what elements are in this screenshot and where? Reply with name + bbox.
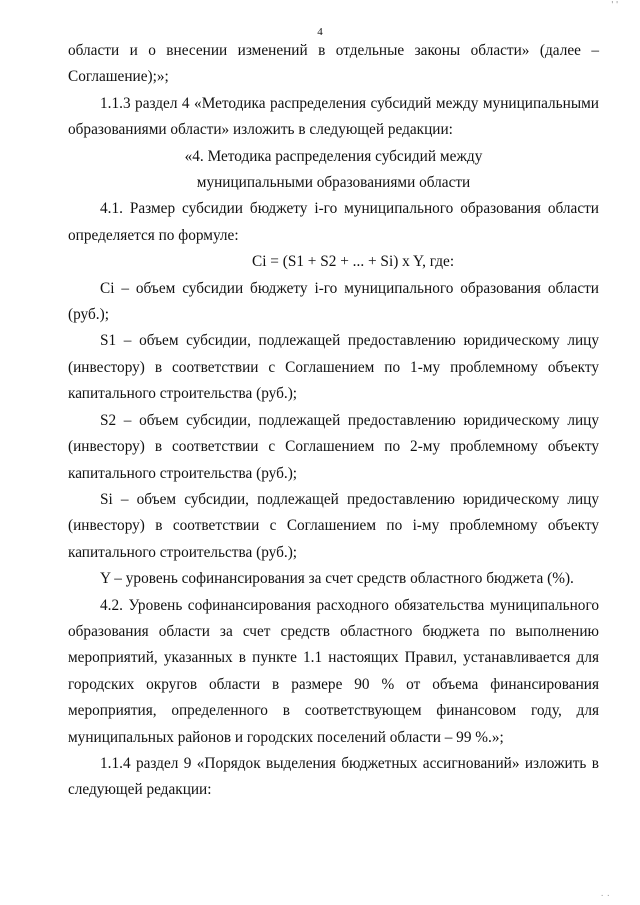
section-heading: «4. Методика распределения субсидий между муниципальными образованиями области — [184, 147, 483, 192]
paragraph-1-1-3: 1.1.3 раздел 4 «Методика распределения субсидий между муниципальными образованиями области» изложить в следующей редакции: — [68, 94, 599, 139]
scan-corner-mark-bottom: · · — [600, 890, 610, 901]
definition-ci: Ci – объем субсидии бюджету i-го муниципального образования области (руб.); — [68, 279, 599, 324]
paragraph-4-2: 4.2. Уровень софинансирования расходного обязательства муниципального образования области за счет средств областного бюджета по выполнению мероприятий, указанных в пункте 1.1 настоящих Правил, устанавливается для городских округов области в размере 90 % от объема финансирования мероприятия, определенного в соответствующем финансовом году, для муниципальных районов и городских поселений области – 99 %.»; — [68, 596, 599, 746]
paragraph-1-1-4: 1.1.4 раздел 9 «Порядок выделения бюджетных ассигнований» изложить в следующей редакции: — [68, 754, 599, 799]
document-body — [68, 38, 599, 804]
formula: Ci = (S1 + S2 + ... + Si) x Y, где: — [252, 253, 455, 271]
scan-corner-mark: ' ' — [611, 0, 618, 11]
page-number: 4 — [317, 26, 323, 38]
definition-s1: S1 – объем субсидии, подлежащей предоставлению юридическому лицу (инвестору) в соответствии с Соглашением по 1-му проблемному объекту капитального строительства (руб.); — [68, 332, 599, 403]
paragraph-continuation: области и о внесении изменений в отдельные законы области» (далее – Соглашение);»; — [68, 42, 599, 86]
definition-si: Si – объем субсидии, подлежащей предоставлению юридическому лицу (инвестору) в соответствии с Соглашением по i-му проблемному объекту капитального строительства (руб.); — [68, 490, 599, 561]
paragraph-4-1: 4.1. Размер субсидии бюджету i-го муниципального образования области определяется по формуле: — [68, 200, 599, 244]
definition-y: Y – уровень софинансирования за счет средств областного бюджета (%). — [100, 570, 574, 588]
definition-s2: S2 – объем субсидии, подлежащей предоставлению юридическому лицу (инвестору) в соответствии с Соглашением по 2-му проблемному объекту капитального строительства (руб.); — [68, 411, 599, 482]
